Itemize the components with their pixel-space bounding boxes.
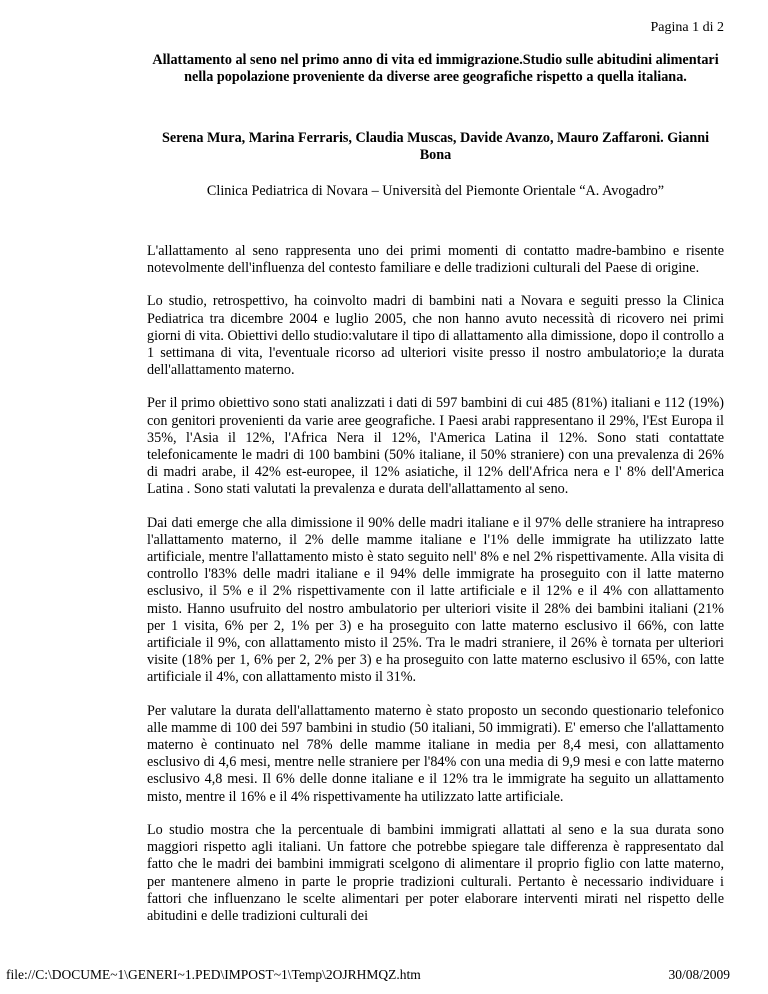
footer-date: 30/08/2009 bbox=[668, 967, 730, 982]
footer-file-path: file://C:\DOCUME~1\GENERI~1.PED\IMPOST~1\Temp\2OJRHMQZ.htm bbox=[6, 967, 421, 982]
page-number: Pagina 1 di 2 bbox=[650, 20, 724, 35]
paragraph-methods: Lo studio, retrospettivo, ha coinvolto madri di bambini nati a Novara e seguiti presso la Clinica Pediatrica tra dicembre 2004 e luglio 2005, che non hanno avuto necessità di ricovero nei primi giorni di vita. Obiettivi dello studio:valutare il tipo di allattamento alla dimissione, dopo il controllo a 1 settimana di vita, l'eventuale ricorso ad ulteriori visite presso il nostro ambulatorio;e la durata dell'allattamento materno. bbox=[147, 293, 724, 379]
article-authors: Serena Mura, Marina Ferraris, Claudia Muscas, Davide Avanzo, Mauro Zaffaroni. Gianni Bona bbox=[161, 130, 710, 163]
document-body bbox=[147, 44, 724, 941]
article-title: Allattamento al seno nel primo anno di vita ed immigrazione.Studio sulle abitudini alimentari nella popolazione proveniente da diverse aree geografiche rispetto a quella italiana. bbox=[152, 52, 719, 85]
paragraph-sample: Per il primo obiettivo sono stati analizzati i dati di 597 bambini di cui 485 (81%) italiani e 112 (19%) con genitori provenienti da varie aree geografiche. I Paesi arabi rappresentano il 29%, l'Est Europa il 35%, l'Asia il 12%, l'Africa Nera il 12%, l'America Latina il 12%. Sono stati contattate telefonicamente le madri di 100 bambini (50% italiane, il 50% straniere) con una prevalenza di 26% di madri arabe, il 42% est-europee, il 12% asiatiche, il 12% dell'Africa nera e l' 8% dell'America Latina . Sono stati valutati la prevalenza e durata dell'allattamento al seno. bbox=[147, 395, 724, 498]
paragraph-results: Dai dati emerge che alla dimissione il 90% delle madri italiane e il 97% delle straniere ha intrapreso l'allattamento materno, il 2% delle mamme italiane e l'1% delle immigrate ha utilizzato latte artificiale, mentre l'allattamento misto è stato seguito nell' 8% e nel 2% rispettivamente. Alla visita di controllo l'83% delle madri italiane e il 94% delle immigrate ha proseguito con il latte materno esclusivo, il 5% e il 2% rispettivamente con il latte artificiale e il 12% e il 4% con allattamento misto. Hanno usufruito del nostro ambulatorio per ulteriori visite il 28% dei bambini italiani (21% per 1 visita, 6% per 2, 1% per 3) e ha proseguito con latte materno esclusivo il 66%, con latte artificiale il 9%, con allattamento misto il 25%. Tra le madri straniere, il 26% è tornata per ulteriori visite (18% per 1, 6% per 2, 2% per 3) e ha proseguito con latte materno esclusivo il 65%, con latte artificiale il 4%, con allattamento misto il 31%. bbox=[147, 514, 724, 686]
paragraph-duration: Per valutare la durata dell'allattamento materno è stato proposto un secondo questionario telefonico alle mamme di 100 dei 597 bambini in studio (50 italiani, 50 immigrati). E' emerso che l'allattamento materno è continuato nel 78% delle mamme italiane in media per 8,4 mesi, con allattamento esclusivo di 4,6 mesi, mentre nelle straniere per l'84% con una media di 9,9 mesi e con latte materno esclusivo 4,8 mesi. Il 6% delle donne italiane e il 12% tra le immigrate ha seguito un allattamento misto, mentre il 16% e il 4% rispettivamente ha utilizzato latte artificiale. bbox=[147, 702, 724, 805]
article-affiliation: Clinica Pediatrica di Novara – Università del Piemonte Orientale “A. Avogadro” bbox=[206, 183, 665, 199]
paragraph-intro: L'allattamento al seno rappresenta uno dei primi momenti di contatto madre-bambino e risente notevolmente dell'influenza del contesto familiare e delle tradizioni culturali del Paese di origine. bbox=[147, 243, 724, 277]
paragraph-conclusion: Lo studio mostra che la percentuale di bambini immigrati allattati al seno e la sua durata sono maggiori rispetto agli italiani. Un fattore che potrebbe spiegare tale differenza è rappresentato dal fatto che le madri dei bambini immigrati scelgono di alimentare il proprio figlio con latte materno, per mantenere almeno in parte le proprie tradizioni culturali. Pertanto è necessario individuare i fattori che influenzano le scelte alimentari per poter elaborare interventi mirati nel rispetto delle abitudini e delle tradizioni culturali dei bbox=[147, 821, 724, 924]
